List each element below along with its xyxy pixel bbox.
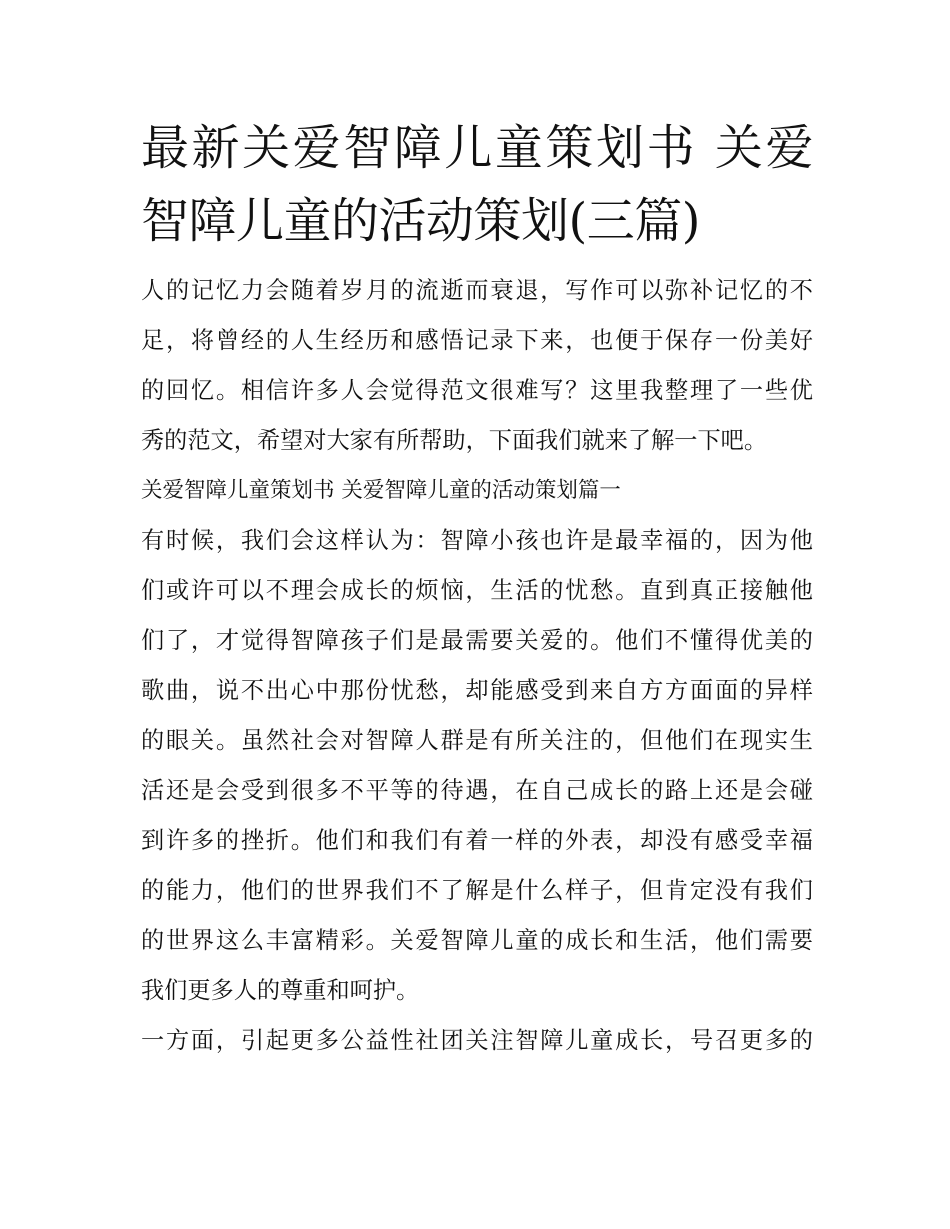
intro-line: 足，将曾经的人生经历和感悟记录下来，也便于保存一份美好 (141, 327, 813, 354)
intro-line: 人的记忆力会随着岁月的流逝而衰退，写作可以弥补记忆的不 (141, 277, 813, 304)
body-line: 的能力，他们的世界我们不了解是什么样子，但肯定没有我们 (141, 877, 813, 904)
body-line: 的世界这么丰富精彩。关爱智障儿童的成长和生活，他们需要 (141, 927, 813, 954)
body-line: 有时候，我们会这样认为：智障小孩也许是最幸福的，因为他 (141, 527, 813, 554)
title-line: 智障儿童的活动策划(三篇) (141, 193, 700, 249)
title-line: 最新关爱智障儿童策划书 关爱 (141, 120, 813, 176)
body-paragraph (141, 516, 813, 1016)
body-line: 到许多的挫折。他们和我们有着一样的外表，却没有感受幸福 (141, 827, 813, 854)
body-line: 的眼关。虽然社会对智障人群是有所关注的，但他们在现实生 (141, 727, 813, 754)
intro-paragraph (141, 266, 813, 466)
intro-line: 秀的范文，希望对大家有所帮助，下面我们就来了解一下吧。 (141, 427, 768, 454)
body-line: 们了，才觉得智障孩子们是最需要关爱的。他们不懂得优美的 (141, 627, 813, 654)
final-paragraph (141, 1016, 813, 1066)
document-content (141, 112, 813, 1066)
intro-line: 的回忆。相信许多人会觉得范文很难写？这里我整理了一些优 (141, 377, 813, 404)
body-line: 我们更多人的尊重和呵护。 (141, 977, 420, 1004)
section-heading: 关爱智障儿童策划书 关爱智障儿童的活动策划篇一 (141, 478, 621, 503)
final-line: 一方面，引起更多公益性社团关注智障儿童成长，号召更多的 (141, 1027, 813, 1054)
body-line: 们或许可以不理会成长的烦恼，生活的忧愁。直到真正接触他 (141, 577, 813, 604)
document-title (141, 112, 813, 258)
body-line: 歌曲，说不出心中那份忧愁，却能感受到来自方方面面的异样 (141, 677, 813, 704)
body-line: 活还是会受到很多不平等的待遇，在自己成长的路上还是会碰 (141, 777, 813, 804)
